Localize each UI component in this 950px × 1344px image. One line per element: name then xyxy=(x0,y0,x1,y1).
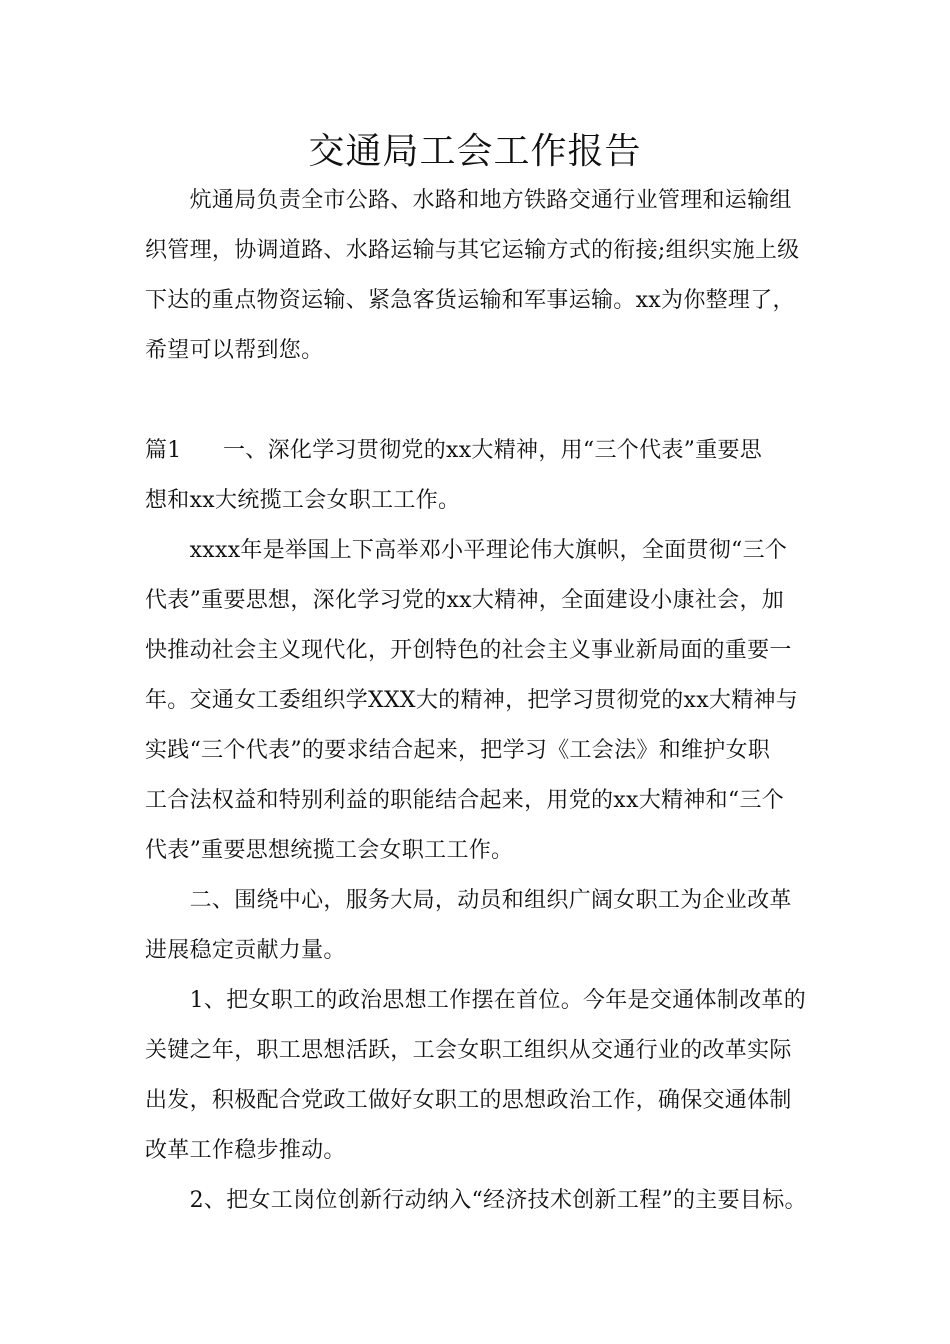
document-body xyxy=(145,176,810,1226)
section-label: 篇1 xyxy=(145,438,182,463)
paragraph-line: 2、把女工岗位创新行动纳入“经济技术创新工程”的主要目标。 xyxy=(145,1188,807,1213)
paragraph-line: 织管理，协调道路、水路运输与其它运输方式的衔接;组织实施上级 xyxy=(145,238,800,263)
paragraph-line: 1、把女职工的政治思想工作摆在首位。今年是交通体制改革的 xyxy=(145,988,806,1013)
paragraph-line: 希望可以帮到您。 xyxy=(145,338,324,363)
document-title: 交通局工会工作报告 xyxy=(308,131,642,172)
paragraph-line: 关键之年，职工思想活跃，工会女职工组织从交通行业的改革实际 xyxy=(145,1038,792,1063)
paragraph-line: 实践“三个代表”的要求结合起来，把学习《工会法》和维护女职 xyxy=(145,738,771,763)
paragraph-line: 工合法权益和特别利益的职能结合起来，用党的xx大精神和“三个 xyxy=(145,788,785,813)
blank-line xyxy=(145,376,810,426)
paragraph-line: 二、围绕中心，服务大局，动员和组织广阔女职工为企业改革 xyxy=(145,888,792,913)
paragraph-line: 进展稳定贡献力量。 xyxy=(145,938,346,963)
paragraph-line: 炕通局负责全市公路、水路和地方铁路交通行业管理和运输组 xyxy=(145,188,792,213)
paragraph-line: 快推动社会主义现代化，开创特色的社会主义事业新局面的重要一 xyxy=(145,638,792,663)
paragraph-line: 年。交通女工委组织学XXX大的精神，把学习贯彻党的xx大精神与 xyxy=(145,688,799,713)
paragraph-line: 出发，积极配合党政工做好女职工的思想政治工作，确保交通体制 xyxy=(145,1088,792,1113)
paragraph-line: 想和xx大统揽工会女职工工作。 xyxy=(145,488,461,513)
paragraph-line: 代表”重要思想，深化学习党的xx大精神，全面建设小康社会，加 xyxy=(145,588,785,613)
section-heading-text: 一、深化学习贯彻党的xx大精神，用“三个代表”重要思 xyxy=(223,438,763,463)
paragraph-line: 下达的重点物资运输、紧急客货运输和军事运输。xx为你整理了， xyxy=(145,288,795,313)
paragraph-line: xxxx年是举国上下高举邓小平理论伟大旗帜，全面贯彻“三个 xyxy=(145,538,788,563)
paragraph-line: 代表”重要思想统揽工会女职工工作。 xyxy=(145,838,514,863)
section-heading-line xyxy=(145,426,810,476)
paragraph-line: 改革工作稳步推动。 xyxy=(145,1138,346,1163)
